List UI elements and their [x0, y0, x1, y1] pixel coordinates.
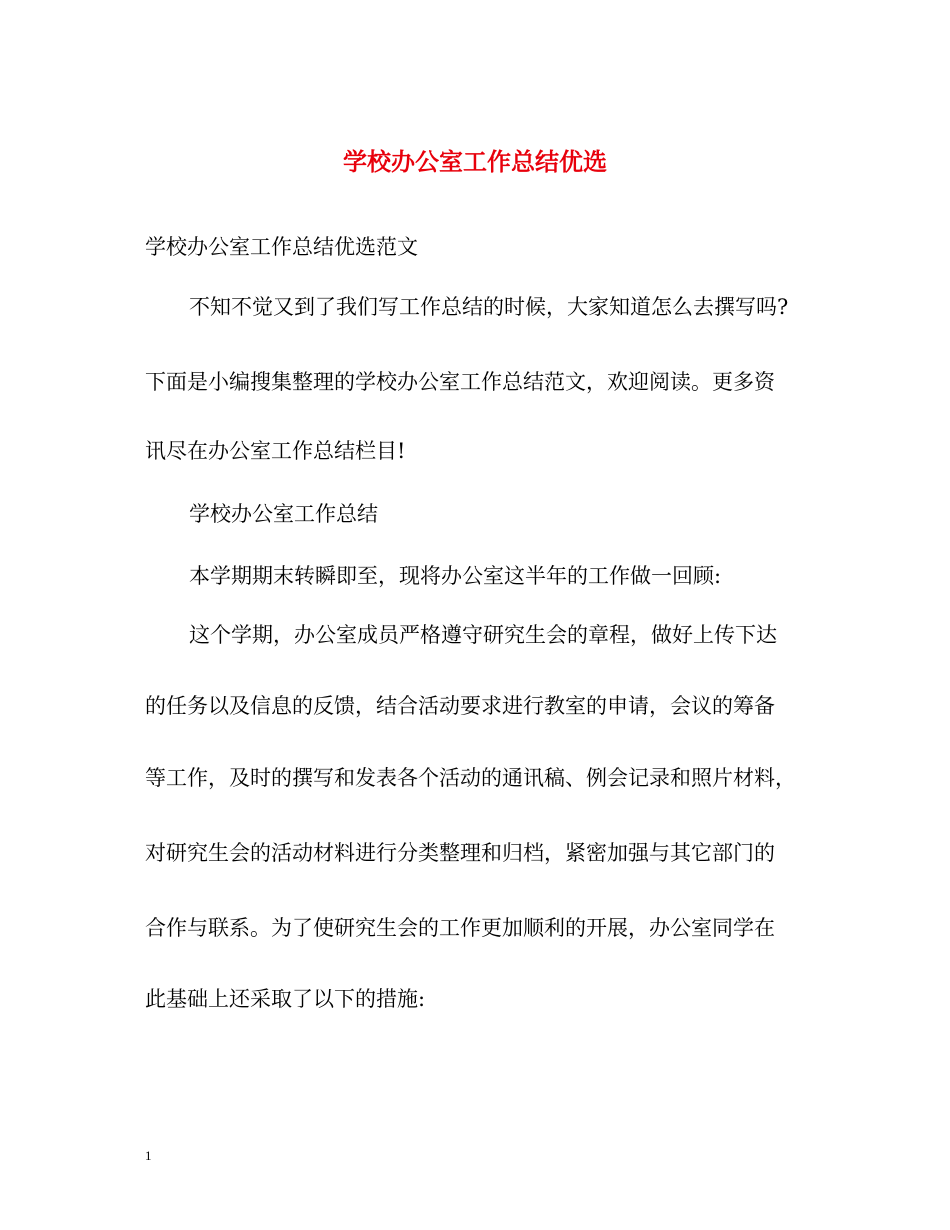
paragraph-line: 这个学期，办公室成员严格遵守研究生会的章程，做好上传下达	[189, 623, 777, 647]
paragraph-line: 对研究生会的活动材料进行分类整理和归档，紧密加强与其它部门的	[145, 841, 775, 865]
page-number: 1	[145, 1148, 152, 1163]
paragraph-line: 下面是小编搜集整理的学校办公室工作总结范文，欢迎阅读。更多资	[145, 370, 775, 394]
document-title: 学校办公室工作总结优选	[343, 147, 607, 176]
paragraph-line: 的任务以及信息的反馈，结合活动要求进行教室的申请，会议的筹备	[145, 694, 775, 718]
paragraph-line: 不知不觉又到了我们写工作总结的时候，大家知道怎么去撰写吗?	[189, 295, 789, 319]
paragraph-line: 等工作，及时的撰写和发表各个活动的通讯稿、例会记录和照片材料，	[145, 766, 796, 790]
paragraph-line: 此基础上还采取了以下的措施:	[145, 987, 426, 1011]
paragraph-line: 本学期期末转瞬即至，现将办公室这半年的工作做一回顾:	[189, 564, 722, 588]
subtitle-line: 学校办公室工作总结优选范文	[145, 235, 418, 259]
paragraph-line: 讯尽在办公室工作总结栏目!	[145, 439, 406, 463]
section-heading: 学校办公室工作总结	[189, 502, 378, 526]
paragraph-line: 合作与联系。为了使研究生会的工作更加顺利的开展，办公室同学在	[145, 916, 775, 940]
